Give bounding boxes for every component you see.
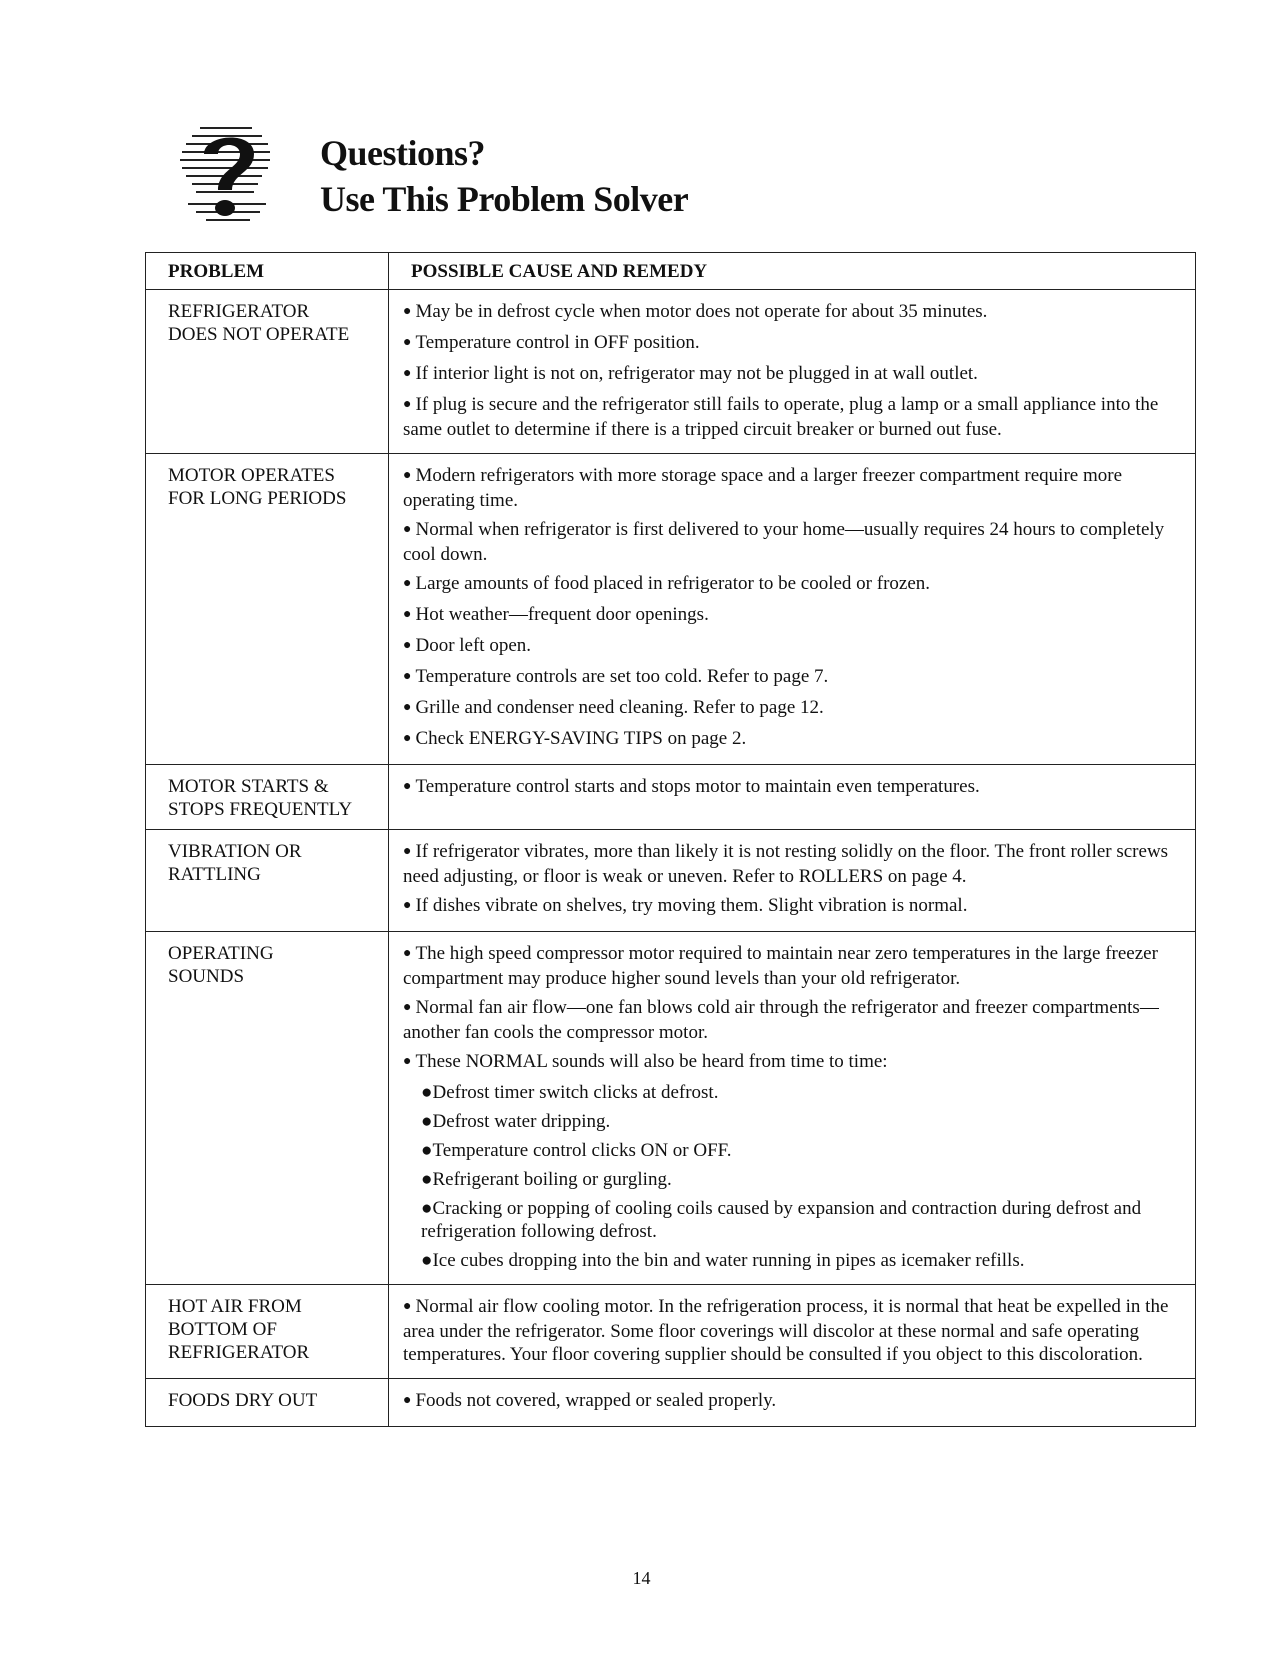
problem-cell [146,290,389,454]
bullet-icon: ● [403,638,412,653]
problem-cell [146,454,389,765]
bullet-icon: ● [403,522,412,537]
bullet-icon: ● [421,1082,433,1103]
table-row [146,1285,1196,1379]
bullet-icon: ● [403,304,412,319]
bullet-icon: ● [403,1299,412,1314]
bullet-icon: ● [421,1140,433,1161]
remedy-item: ● Foods not covered, wrapped or sealed properly. [403,1390,777,1411]
problem-line: MOTOR OPERATES [168,465,335,486]
remedy-item: ● Normal air flow cooling motor. In the refrigeration process, it is normal that heat be expelled in the area under the refrigerator. Some floor coverings will discolor at these normal and safe operating temperatures. Your floor covering supplier should be consulted if you object to this discoloration. [403,1296,1169,1365]
bullet-icon: ● [403,844,412,859]
remedy-subitem: ●Temperature control clicks ON or OFF. [421,1140,732,1161]
bullet-icon: ● [403,397,412,412]
remedy-item: ● Modern refrigerators with more storage space and a larger freezer compartment require more operating time. [403,465,1123,511]
remedy-item: ● Grille and condenser need cleaning. Refer to page 12. [403,697,824,718]
problem-line: FOR LONG PERIODS [168,488,347,509]
remedy-item: ● Hot weather—frequent door openings. [403,604,709,625]
bullet-icon: ● [421,1169,433,1190]
table-row [146,290,1196,454]
column-header-remedy: POSSIBLE CAUSE AND REMEDY [389,253,1196,290]
remedy-item: ● Normal fan air flow—one fan blows cold air through the refrigerator and freezer compartments—another fan cools the compressor motor. [403,997,1159,1043]
remedy-item: ● Normal when refrigerator is first delivered to your home—usually requires 24 hours to completely cool down. [403,519,1165,565]
title-line-2: Use This Problem Solver [320,179,689,219]
remedy-cell [389,830,1196,932]
bullet-icon: ● [421,1250,433,1271]
bullet-icon: ● [403,607,412,622]
table-row [146,932,1196,1285]
problem-cell [146,1379,389,1427]
bullet-icon: ● [403,1393,412,1408]
problem-cell [146,765,389,830]
problem-cell [146,830,389,932]
remedy-item: ● If interior light is not on, refrigerator may not be plugged in at wall outlet. [403,363,978,384]
remedy-item: ● Temperature controls are set too cold. Refer to page 7. [403,666,829,687]
problem-line: DOES NOT OPERATE [168,324,350,345]
question-mark-icon [170,120,290,230]
problem-line: STOPS FREQUENTLY [168,799,353,820]
remedy-item: ● If refrigerator vibrates, more than likely it is not resting solidly on the floor. The front roller screws need adjusting, or floor is weak or uneven. Refer to ROLLERS on page 4. [403,841,1169,887]
remedy-subitem: ●Defrost timer switch clicks at defrost. [421,1082,719,1103]
remedy-item: ● If plug is secure and the refrigerator still fails to operate, plug a lamp or a small appliance into the same outlet to determine if there is a tripped circuit breaker or burned out fuse. [403,394,1159,440]
remedy-item: ● Large amounts of food placed in refrigerator to be cooled or frozen. [403,573,931,594]
remedy-item: ● Temperature control starts and stops motor to maintain even temperatures. [403,776,980,797]
remedy-item: ● If dishes vibrate on shelves, try moving them. Slight vibration is normal. [403,895,968,916]
bullet-icon: ● [403,898,412,913]
problem-line: REFRIGERATOR [168,301,310,322]
table-row [146,830,1196,932]
title-line-1: Questions? [320,133,486,173]
bullet-icon: ● [421,1198,433,1219]
table-row [146,454,1196,765]
bullet-icon: ● [403,366,412,381]
remedy-subitem: ●Cracking or popping of cooling coils caused by expansion and contraction during defrost and refrigeration following defrost. [421,1198,1142,1242]
remedy-cell [389,1379,1196,1427]
remedy-cell [389,290,1196,454]
bullet-icon: ● [403,700,412,715]
remedy-item: ● These NORMAL sounds will also be heard from time to time: [403,1051,888,1072]
page-number: 14 [632,1568,651,1588]
bullet-icon: ● [403,779,412,794]
remedy-item: ● Check ENERGY-SAVING TIPS on page 2. [403,728,747,749]
problem-line: HOT AIR FROM [168,1296,302,1317]
remedy-subitem: ●Refrigerant boiling or gurgling. [421,1169,672,1190]
bullet-icon: ● [403,335,412,350]
remedy-item: ● May be in defrost cycle when motor does not operate for about 35 minutes. [403,301,988,322]
remedy-cell [389,932,1196,1285]
bullet-icon: ● [403,468,412,483]
remedy-subitem: ●Ice cubes dropping into the bin and water running in pipes as icemaker refills. [421,1250,1025,1271]
table-row [146,1379,1196,1427]
bullet-icon: ● [403,576,412,591]
problem-line: FOODS DRY OUT [168,1390,318,1411]
remedy-cell [389,765,1196,830]
remedy-item: ● Temperature control in OFF position. [403,332,700,353]
problem-line: BOTTOM OF [168,1319,277,1340]
bullet-icon: ● [403,669,412,684]
problem-line: VIBRATION OR [168,841,302,862]
problem-line: RATTLING [168,864,261,885]
page-header [170,120,790,230]
problem-cell [146,1285,389,1379]
problem-line: MOTOR STARTS & [168,776,329,797]
problem-line: SOUNDS [168,966,245,987]
problem-line: OPERATING [168,943,274,964]
remedy-subitem: ●Defrost water dripping. [421,1111,611,1132]
bullet-icon: ● [403,1054,412,1069]
column-header-problem: PROBLEM [146,253,389,290]
bullet-icon: ● [403,1000,412,1015]
table-header-row [146,253,1196,290]
table-row [146,765,1196,830]
remedy-item: ● Door left open. [403,635,532,656]
problem-cell [146,932,389,1285]
remedy-cell [389,454,1196,765]
bullet-icon: ● [403,731,412,746]
bullet-icon: ● [421,1111,433,1132]
remedy-cell [389,1285,1196,1379]
remedy-item: ● The high speed compressor motor required to maintain near zero temperatures in the large freezer compartment may produce higher sound levels than your old refrigerator. [403,943,1158,989]
problem-solver-table [145,252,1196,1427]
problem-line: REFRIGERATOR [168,1342,310,1363]
bullet-icon: ● [403,946,412,961]
